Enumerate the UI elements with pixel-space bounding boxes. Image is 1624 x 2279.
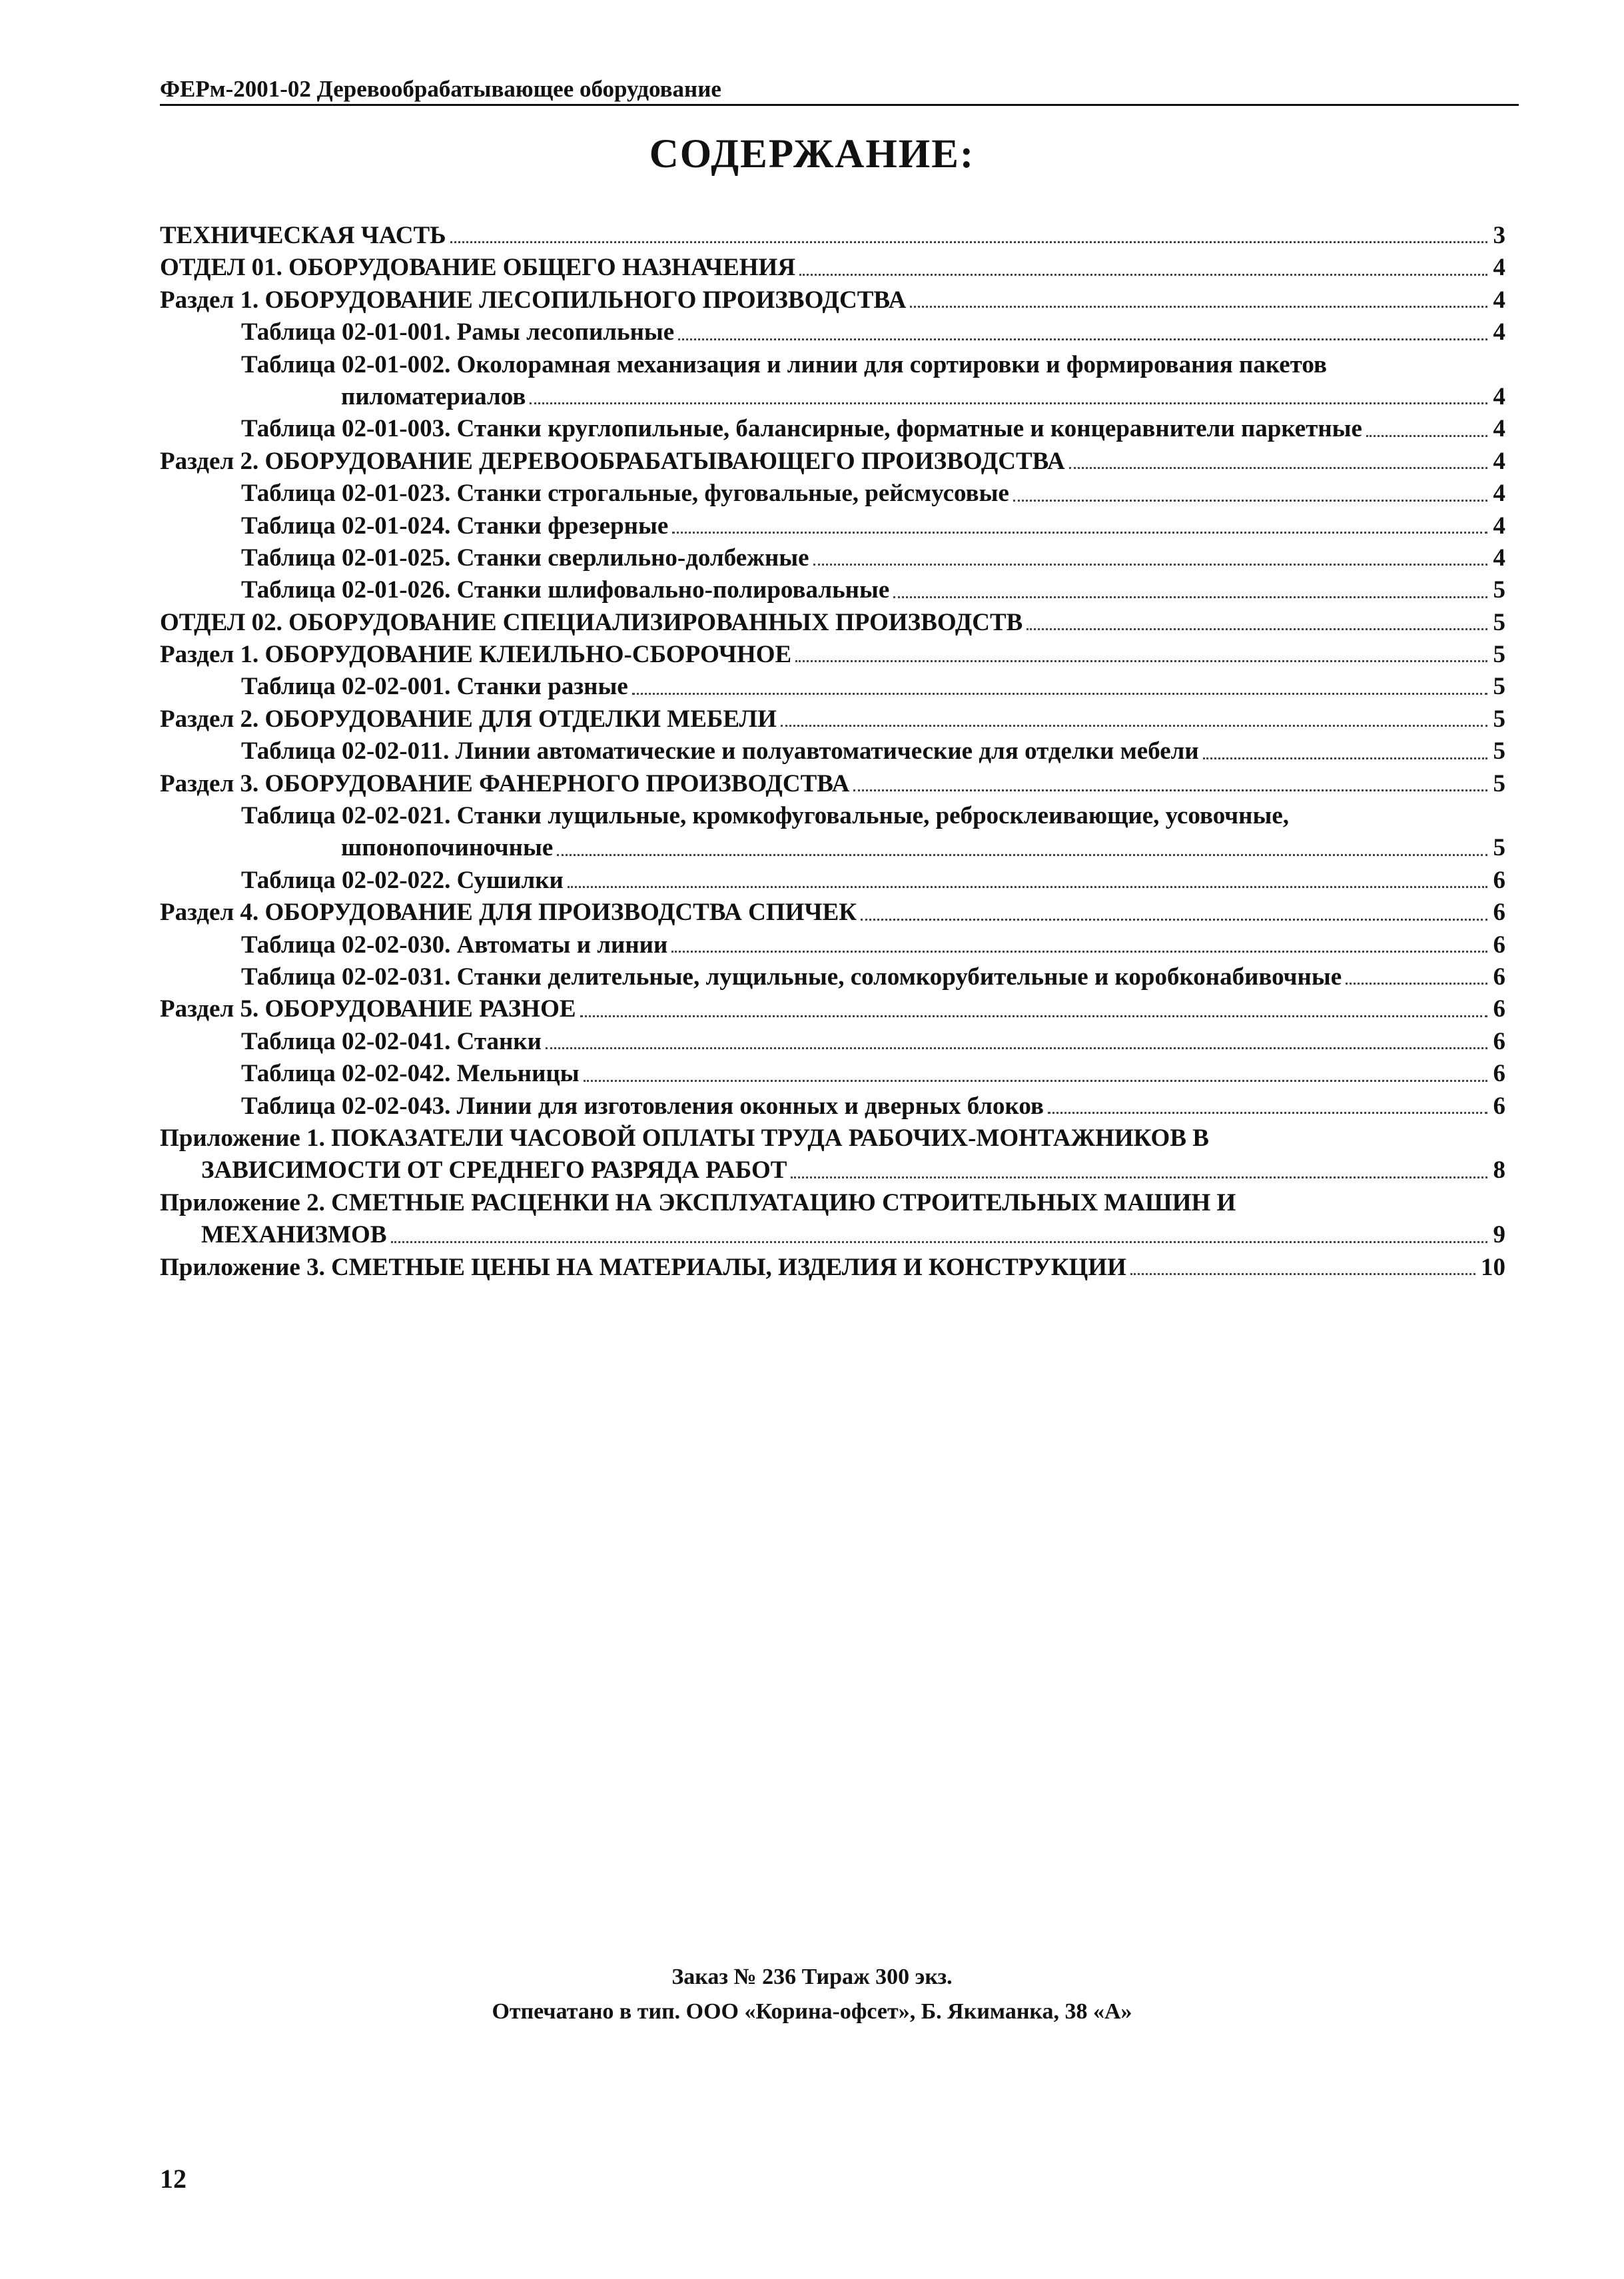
toc-entry-page: 4 [1493,544,1505,572]
toc-entry-page: 6 [1493,963,1505,991]
page-title: СОДЕРЖАНИЕ: [649,132,975,177]
toc-leader-dots [781,725,1487,727]
toc-entry-page: 4 [1493,382,1505,410]
toc-entry-label: ОТДЕЛ 02. ОБОРУДОВАНИЕ СПЕЦИАЛИЗИРОВАННЫХ ПРОИЗВОДСТВ [160,608,1023,636]
toc-leader-dots [672,532,1487,534]
toc-entry [160,446,1505,478]
toc-entry [160,284,1505,316]
toc-leader-dots [580,1015,1487,1017]
toc-entry [160,832,1505,864]
toc-leader-dots [391,1241,1487,1243]
toc-leader-dots [546,1047,1487,1049]
toc-entry [160,1187,1505,1219]
toc-leader-dots [853,789,1487,791]
toc-entry [160,897,1505,929]
toc-entry [160,1026,1505,1058]
toc-entry-page: 5 [1493,673,1505,701]
toc-entry-label: Таблица 02-02-041. Станки [241,1027,542,1055]
toc-leader-dots [791,1176,1487,1178]
toc-entry-page: 6 [1493,1092,1505,1120]
toc-leader-dots [557,854,1487,856]
toc-entry-label: Таблица 02-01-001. Рамы лесопильные [241,318,675,346]
toc-entry-page: 4 [1493,254,1505,282]
toc-leader-dots [1366,435,1487,437]
toc-entry [160,961,1505,993]
toc-leader-dots [1069,467,1487,469]
toc-entry-label: ТЕХНИЧЕСКАЯ ЧАСТЬ [160,222,446,249]
running-header-text: ФЕРм-2001-02 Деревообрабатывающее оборудование [160,76,721,102]
toc-entry [160,639,1505,671]
toc-entry-page: 5 [1493,737,1505,765]
toc-entry [160,1154,1505,1186]
header-rule [160,104,1519,106]
toc-entry [160,929,1505,961]
toc-entry-page: 5 [1493,834,1505,862]
toc-entry-page: 6 [1493,866,1505,894]
toc-entry-label: Таблица 02-02-022. Сушилки [241,866,564,894]
toc-entry [160,1058,1505,1090]
toc-entry-page: 5 [1493,608,1505,636]
toc-leader-dots [1026,628,1487,630]
toc-entry-page: 5 [1493,576,1505,604]
toc-entry [160,993,1505,1025]
toc-entry-label: пиломатериалов [341,382,526,410]
toc-entry-page: 6 [1493,1060,1505,1088]
toc-leader-dots [910,306,1487,308]
toc-leader-dots [893,596,1487,598]
toc-entry-label: Таблица 02-02-001. Станки разные [241,673,628,701]
toc-entry [160,510,1505,542]
toc-entry-page: 4 [1493,480,1505,508]
toc-entry-label: Раздел 2. ОБОРУДОВАНИЕ ДЕРЕВООБРАБАТЫВАЮЩЕГО ПРОИЗВОДСТВА [160,447,1065,475]
toc-entry-label: Таблица 02-01-025. Станки сверлильно-долбежные [241,544,809,572]
toc-entry-page: 4 [1493,415,1505,443]
running-header [160,75,1519,108]
toc-entry-label: Раздел 5. ОБОРУДОВАНИЕ РАЗНОЕ [160,995,576,1023]
toc-entry-label: ЗАВИСИМОСТИ ОТ СРЕДНЕГО РАЗРЯДА РАБОТ [201,1156,787,1184]
toc-leader-dots [1013,500,1487,502]
toc-entry [160,768,1505,800]
toc-entry-page: 3 [1493,222,1505,249]
toc-leader-dots [568,886,1487,888]
toc-entry-label: Раздел 2. ОБОРУДОВАНИЕ ДЛЯ ОТДЕЛКИ МЕБЕЛИ [160,705,777,733]
toc-entry-label: Таблица 02-01-026. Станки шлифовально-полировальные [241,576,890,604]
toc-leader-dots [671,951,1487,953]
toc-entry-label: Таблица 02-02-021. Станки лущильные, кромкофуговальные, ребросклеивающие, усовочные, [241,802,1290,830]
toc-entry [160,671,1505,703]
imprint-printer: Отпечатано в тип. ООО «Корина-офсет», Б. Якиманка, 38 «А» [492,1999,1132,2024]
toc-entry-page: 9 [1493,1221,1505,1249]
toc-entry [160,1091,1505,1123]
toc-entry [160,574,1505,606]
toc-entry-label: Таблица 02-01-023. Станки строгальные, фуговальные, рейсмусовые [241,480,1009,508]
toc-entry-page: 6 [1493,931,1505,959]
toc-entry [160,800,1505,832]
toc-entry [160,252,1505,284]
toc-entry-page: 5 [1493,641,1505,669]
toc-entry-page: 4 [1493,286,1505,314]
toc-entry [160,607,1505,639]
toc-entry-label: Таблица 02-02-011. Линии автоматические и полуавтоматические для отделки мебели [241,737,1199,765]
toc-entry-page: 8 [1493,1156,1505,1184]
toc-entry-page: 5 [1493,705,1505,733]
toc-entry-page: 5 [1493,769,1505,797]
toc-entry-page: 4 [1493,512,1505,540]
toc-entry-label: Таблица 02-02-042. Мельницы [241,1060,580,1088]
toc-leader-dots [795,660,1487,662]
toc-entry [160,1219,1505,1251]
toc-leader-dots [678,338,1487,340]
toc-entry [160,349,1505,381]
toc-entry [160,478,1505,510]
toc-entry-label: шпонопочиночные [341,834,554,862]
toc-entry-page: 4 [1493,318,1505,346]
page-number: 12 [160,2164,187,2194]
toc-entry-label: Таблица 02-02-030. Автоматы и линии [241,931,668,959]
toc-entry [160,1123,1505,1154]
toc-entry-label: Таблица 02-02-043. Линии для изготовления оконных и дверных блоков [241,1092,1044,1120]
toc-entry [160,735,1505,767]
imprint-order: Заказ № 236 Тираж 300 экз. [671,1965,953,1989]
toc-entry [160,865,1505,897]
toc-leader-dots [450,241,1487,243]
table-of-contents [160,220,1505,1284]
toc-entry [160,381,1505,413]
toc-entry-page: 6 [1493,899,1505,927]
toc-entry-label: Таблица 02-02-031. Станки делительные, лущильные, соломкорубительные и коробконабивочные [241,963,1342,991]
toc-entry [160,1252,1505,1284]
toc-leader-dots [632,693,1487,695]
toc-entry-label: Раздел 4. ОБОРУДОВАНИЕ ДЛЯ ПРОИЗВОДСТВА СПИЧЕК [160,899,857,927]
toc-leader-dots [584,1080,1487,1082]
toc-entry-label: Таблица 02-01-002. Околорамная механизация и линии для сортировки и формирования пакетов [241,350,1327,378]
toc-leader-dots [530,402,1487,404]
toc-leader-dots [1346,983,1487,985]
toc-entry [160,220,1505,252]
toc-entry-label: Раздел 3. ОБОРУДОВАНИЕ ФАНЕРНОГО ПРОИЗВОДСТВА [160,769,850,797]
toc-entry [160,703,1505,735]
toc-entry-label: Приложение 2. СМЕТНЫЕ РАСЦЕНКИ НА ЭКСПЛУАТАЦИЮ СТРОИТЕЛЬНЫХ МАШИН И [160,1188,1236,1216]
toc-leader-dots [861,919,1487,921]
toc-entry-label: Раздел 1. ОБОРУДОВАНИЕ ЛЕСОПИЛЬНОГО ПРОИЗВОДСТВА [160,286,907,314]
toc-leader-dots [813,564,1487,566]
toc-leader-dots [1130,1273,1475,1275]
toc-entry [160,316,1505,348]
toc-leader-dots [1048,1112,1487,1114]
toc-entry-label: Таблица 02-01-003. Станки круглопильные, балансирные, форматные и концеравнители паркетные [241,415,1362,443]
toc-entry-label: Таблица 02-01-024. Станки фрезерные [241,512,669,540]
toc-leader-dots [799,274,1487,276]
toc-entry-page: 6 [1493,1027,1505,1055]
toc-entry-label: Приложение 1. ПОКАЗАТЕЛИ ЧАСОВОЙ ОПЛАТЫ ТРУДА РАБОЧИХ-МОНТАЖНИКОВ В [160,1124,1209,1152]
toc-entry [160,542,1505,574]
toc-entry-label: Приложение 3. СМЕТНЫЕ ЦЕНЫ НА МАТЕРИАЛЫ, ИЗДЕЛИЯ И КОНСТРУКЦИИ [160,1253,1126,1281]
toc-entry-label: ОТДЕЛ 01. ОБОРУДОВАНИЕ ОБЩЕГО НАЗНАЧЕНИЯ [160,254,796,282]
toc-entry-label: Раздел 1. ОБОРУДОВАНИЕ КЛЕИЛЬНО-СБОРОЧНОЕ [160,641,792,669]
toc-entry [160,413,1505,445]
toc-leader-dots [1203,757,1487,759]
toc-entry-page: 4 [1493,447,1505,475]
toc-entry-page: 10 [1481,1253,1505,1281]
toc-entry-label: МЕХАНИЗМОВ [201,1221,387,1249]
toc-entry-page: 6 [1493,995,1505,1023]
